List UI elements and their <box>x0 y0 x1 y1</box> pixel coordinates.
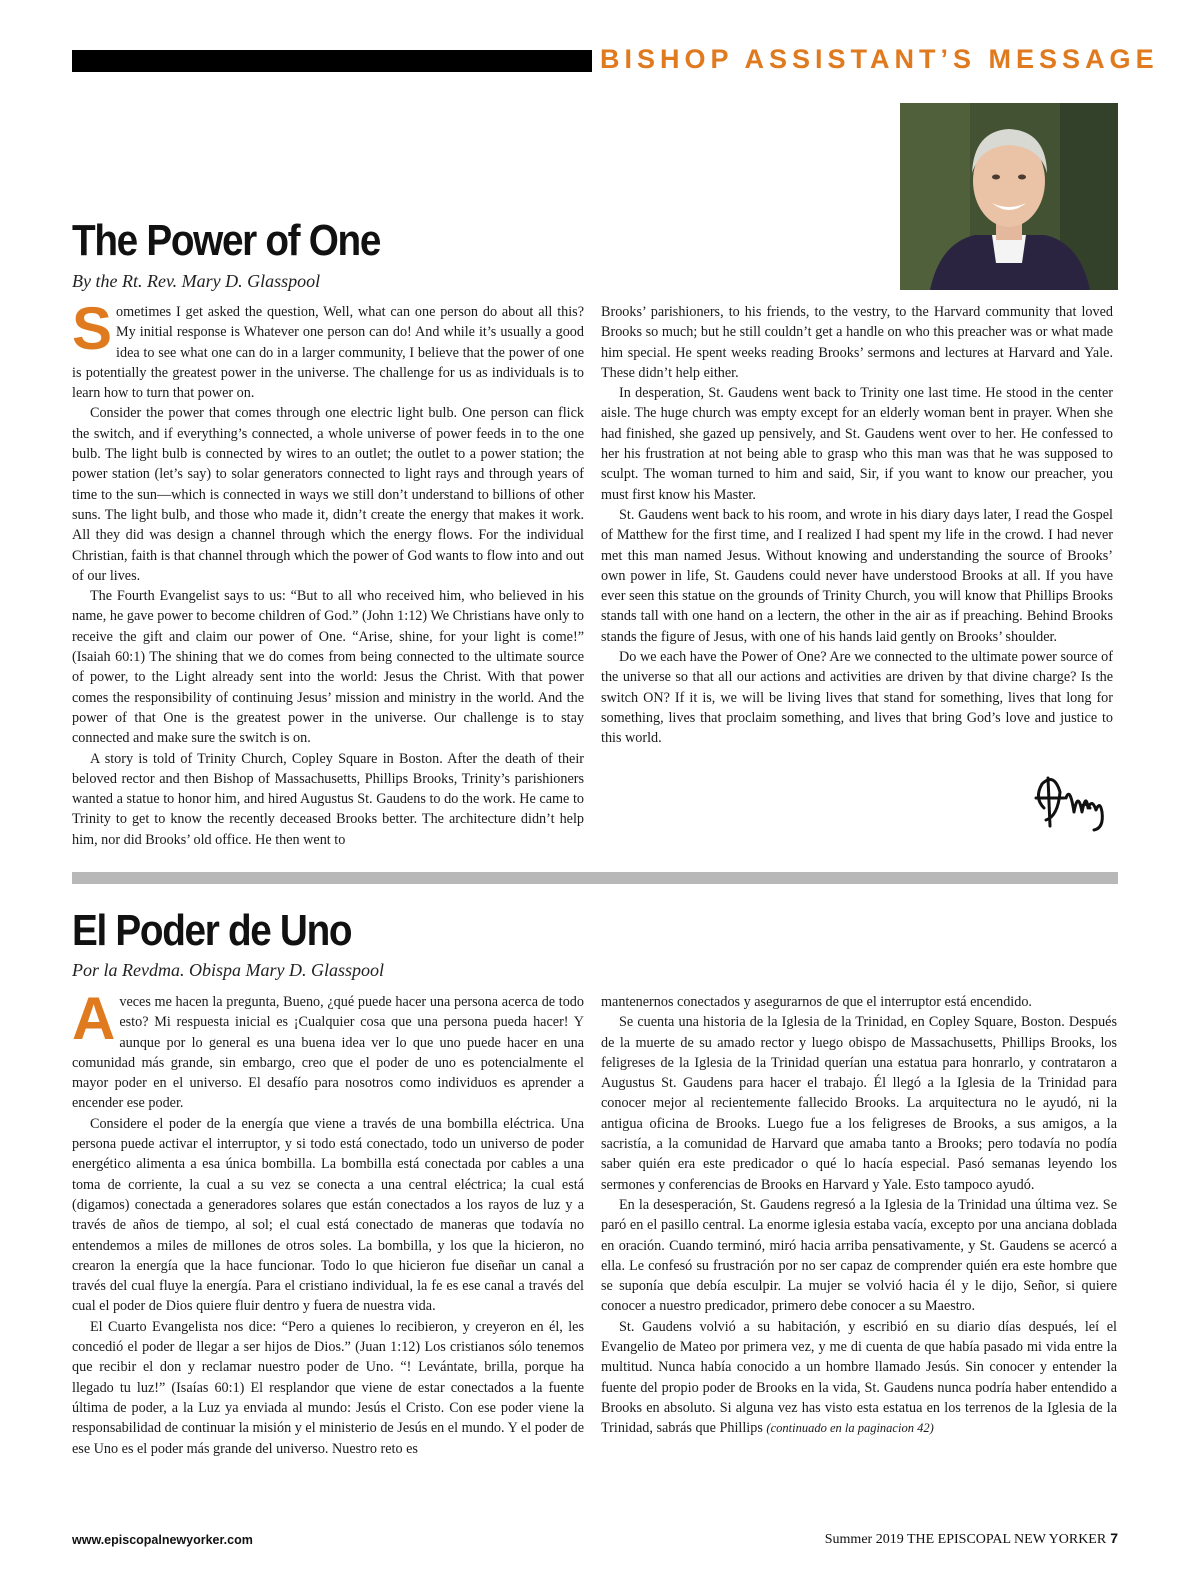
author-photo <box>900 103 1118 290</box>
spanish-paragraph: mantenernos conectados y asegurarnos de que el interruptor está encendido. <box>601 994 1032 1010</box>
english-paragraph: Do we each have the Power of One? Are we connected to the ultimate power source of the universe so that all our actions and activities are driven by that divine charge? Is the switch ON? If it is, we will be living lives that stand for something, lives that long for something, lives that proclaim something, and lives that bring God’s love and justice to this world. <box>601 649 1113 747</box>
footer-url[interactable]: www.episcopalnewyorker.com <box>72 1533 253 1547</box>
spanish-paragraph: En la desesperación, St. Gaudens regresó a la Iglesia de la Trinidad una última vez. Se paró en el pasillo central. La enorme iglesia estaba vacía, excepto por una anciana doblada en oración. Cuando terminó, miró hacia arriba pensativamente, y St. Gaudens se acercó a ella. Le confesó su frustración por no ser capaz de comprender quién era este hombre que se suponía que debía esculpir. La mujer se volvió hacia él y le dijo, Señor, si quiere conocer a nuestro predicador, primero debe conocer a su Maestro. <box>601 1196 1117 1315</box>
header-rule <box>72 50 592 72</box>
spanish-column-2 <box>601 992 1117 1439</box>
spanish-paragraph: Considere el poder de la energía que viene a través de una bombilla eléctrica. Una persona puede activar el interruptor, y si todo está conectado, todo un universo de poder energético alimenta a esa única bombilla. La bombilla está conectada por cables a una toma de corriente, la cual a su vez se conecta a una central eléctrica; la cual está (digamos) conectada a generadores solares que están conectados a los rayos de luz y a través de años de tiempo, al sol; el cual está conectado de maneras que todavía no entendemos a miles de millones de otros soles. La bombilla, y los que la hicieron, no crearon la energía que la hace funcionar. Todo lo que hicieron fue diseñar un canal a través del cual fluye la energía. Para el cristiano individual, la fe es ese canal a través del cual el poder de Dios quiere fluir dentro y fuera de nuestra vida. <box>72 1115 584 1315</box>
footer-issue-text: Summer 2019 THE EPISCOPAL NEW YORKER <box>824 1532 1107 1547</box>
spanish-byline: Por la Revdma. Obispa Mary D. Glasspool <box>72 960 384 980</box>
english-drop-cap: S <box>72 295 113 362</box>
spanish-paragraph: Se cuenta una historia de la Iglesia de la Trinidad, en Copley Square, Boston. Después de la muerte de su amado rector y luego obispo de Massachusetts, Phillips Brooks, los feligreses de la Iglesia de la Trinidad querían una estatua para honrarlo, y contrataron a Augustus St. Gaudens para hacer el trabajo. Él llegó a la Iglesia de la Trinidad para conocer mejor al recientemente fallecido Brooks. La arquitectura no le ayudó, ni la antigua oficina de Brooks. Luego fue a los feligreses de Brooks, a sus amigos, a la sacristía, a la comunidad de Harvard que amaba tanto a Brooks; pero todavía no podía saber quién era este predicador o qué lo hacía especial. Pasó semanas leyendo los sermones y conferencias de Brooks en Harvard y Yale. Esto tampoco ayudó. <box>601 1014 1117 1193</box>
english-paragraph: A story is told of Trinity Church, Copley Square in Boston. After the death of their beloved rector and then Bishop of Massachusetts, Phillips Brooks, Trinity’s parishioners wanted a statue to honor him, and hired Augustus St. Gaudens to do the work. He came to Trinity to get to know the recently deceased Brooks better. The architecture didn’t help him, nor did Brooks’ old office. He then went to <box>72 750 584 848</box>
english-paragraph: In desperation, St. Gaudens went back to Trinity one last time. He stood in the center aisle. The huge church was empty except for an elderly woman bent in prayer. When she had finished, she gazed up pensively, and St. Gaudens went over to her. He confessed to her his frustration at not being able to grasp who this man was that he was supposed to sculpt. The woman turned to him and said, Sir, if you want to know our preacher, you must first know his Master. <box>601 385 1113 503</box>
footer-issue <box>825 1530 1118 1548</box>
english-paragraph: Brooks’ parishioners, to his friends, to the vestry, to the Harvard community that loved Brooks so much; but he still couldn’t get a handle on who this preacher was or what made him special. He spent weeks reading Brooks’ sermons and lectures at Harvard and Yale. These didn’t help either. <box>601 304 1113 381</box>
section-label: BISHOP ASSISTANT’S MESSAGE <box>600 44 1159 74</box>
section-divider <box>72 872 1118 884</box>
spanish-title: El Poder de Uno <box>72 906 352 955</box>
english-paragraph: The Fourth Evangelist says to us: “But to all who received him, who believed in his name, he gave power to become children of God.” (John 1:12) We Christians have only to receive the gift and claim our power of One. “Arise, shine, for your light is come!” (Isaiah 60:1) The shining that we do comes from being connected to the ultimate source of power, to the Light already sent into the world: Jesus the Christ. With that power comes the responsibility of continuing Jesus’ mission and ministry in the world. And the power of that One is the greatest power in the universe. Our challenge is to stay connected and make sure the switch is on. <box>72 588 584 747</box>
english-column-1 <box>72 295 584 850</box>
english-paragraph: St. Gaudens went back to his room, and wrote in his diary days later, I read the Gospel of Matthew for the first time, and I realized I had spent my life in the crowd. I had never met this man named Jesus. Without knowing and understanding the source of Brooks’ own power in life, St. Gaudens could never have understood Brooks at all. If you have ever seen this statue on the grounds of Trinity Church, you will know that Phillips Brooks stands tall with one hand on a lectern, the other in the air as if preaching. Behind Brooks stands the figure of Jesus, with one of his hands laid gently on Brooks’ shoulder. <box>601 506 1113 645</box>
english-paragraph: Consider the power that comes through one electric light bulb. One person can flick the switch, and if everything’s connected, a whole universe of power feeds in to the one bulb. The light bulb is connected by wires to an outlet; the outlet to a power station; the power station (let’s say) to solar generators connected to light rays and through years of time to the sun—which is connected in ways we still don’t understand to billions of other suns. The light bulb, and those who made it, didn’t create the energy that makes it work. All they did was design a channel through which the energy flows. For the individual Christian, faith is that channel through which the power of God wants to flow into and out of our lives. <box>72 405 584 584</box>
continued-note: (continuado en la paginacion 42) <box>766 1421 934 1436</box>
english-title: The Power of One <box>72 216 381 265</box>
english-paragraph: ometimes I get asked the question, Well, what can one person do about all this? My initial response is Whatever one person can do! And while it’s usually a good idea to see what one can do in a larger community, I believe that the power of one is potentially the greatest power in the universe. The challenge for us as individuals is to learn how to turn that power on. <box>72 304 584 402</box>
english-byline: By the Rt. Rev. Mary D. Glasspool <box>72 271 321 291</box>
spanish-paragraph: El Cuarto Evangelista nos dice: “Pero a quienes lo recibieron, y creyeron en él, les concedió el poder de llegar a ser hijos de Dios.” (Juan 1:12) Los cristianos sólo tenemos que recibir el don y reclamar nuestro poder de Uno. “! Levántate, brilla, porque ha llegado tu luz!” (Isaías 60:1) El resplandor que viene de estar conectados a la fuente última de poder, a la Luz ya enviada al mundo: Jesús el Cristo. Con ese poder viene la responsabilidad de continuar la misión y el ministerio de Jesús en el mundo. Y el poder de ese Uno es el poder más grande del universo. Nuestro reto es <box>72 1318 584 1457</box>
portrait-image <box>900 103 1118 290</box>
spanish-column-1 <box>72 985 584 1459</box>
spanish-drop-cap: A <box>72 985 116 1052</box>
signature <box>1030 768 1116 838</box>
page-number: 7 <box>1110 1530 1118 1546</box>
spanish-paragraph: St. Gaudens volvió a su habitación, y escribió en su diario días después, leí el Evangelio de Mateo por primera vez, y me di cuenta de que había pasado mi vida entre la multitud. Nunca había conocido a un hombre llamado Jesús. Sin conocer y entender la fuente del propio poder de Brooks en la vida, St. Gaudens nunca podría haber entendido a Brooks en absoluto. Si alguna vez has visto esta estatua en los terrenos de la Iglesia de la Trinidad, sabrás que Phillips <box>601 1318 1117 1437</box>
spanish-paragraph: veces me hacen la pregunta, Bueno, ¿qué puede hacer una persona acerca de todo esto? Mi respuesta inicial es ¡Cualquier cosa que una persona pueda hacer! Y aunque por lo general es una buena idea ver lo que uno puede hacer en una comunidad más grande, sin embargo, creo que el poder de uno es potencialmente el mayor poder en el universo. El desafío para nosotros como individuos es aprender a encender ese poder. <box>72 994 584 1112</box>
english-column-2 <box>601 302 1113 749</box>
